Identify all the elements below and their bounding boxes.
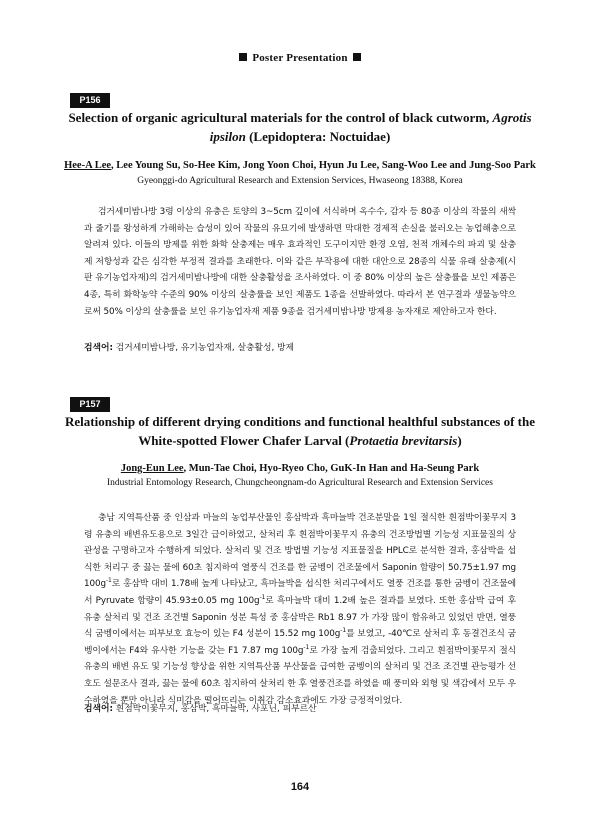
title-species: Agrotis ipsilon — [209, 110, 532, 144]
page-number: 164 — [290, 781, 310, 793]
affiliation-p157: Industrial Entomology Research, Chungcheongnam-do Agricultural Research and Extension Services — [107, 478, 493, 488]
poster-badge-p157: P157 — [70, 397, 110, 412]
authors-p156 — [40, 159, 560, 173]
title-text: Relationship of different drying conditions and functional healthful substances of the White-spotted Flower Chafer Larval ( — [65, 414, 535, 448]
section-header-label: Poster Presentation — [252, 52, 348, 64]
keywords-text: 흰점박이꽃무지, 홍삼박, 흑마늘박, 사포닌, 피부르산 — [113, 704, 317, 714]
affiliation-p156: Gyeonggi-do Agricultural Research and Extension Services, Hwaseong 18388, Korea — [137, 176, 463, 186]
keywords-label: 검색어: — [84, 704, 114, 714]
keywords-text: 검거세미밤나방, 유기농업자재, 살충활성, 방제 — [113, 343, 295, 353]
presenting-author: Jong-Eun Lee — [120, 463, 184, 474]
co-authors: , Mun-Tae Choi, Hyo-Ryeo Cho, GuK-In Han and Ha-Seung Park — [183, 463, 480, 474]
superscript: -1 — [259, 594, 266, 602]
title-text: Selection of organic agricultural materials for the control of black cutworm, — [68, 110, 493, 125]
square-bullet-icon — [353, 53, 361, 61]
authors-p157 — [40, 462, 560, 476]
poster-badge-p156: P156 — [70, 93, 110, 108]
title-tail: ) — [457, 433, 462, 448]
title-tail: (Lepidoptera: Noctuidae) — [245, 129, 391, 144]
keywords-label: 검색어: — [84, 343, 114, 353]
abstract-text: 충남 지역특산품 중 인삼과 마늘의 농업부산물인 홍삼박과 흑마늘박 건조분말을 1일 절식한 흰점박이꽃무지 3령 유충의 배변유도용으로 3일간 급이하였고, 살처리 후 흰점박이꽃무지 유충의 건조방법별 기능성 지표물질의 상관성을 구명하고자 수행하게 되었다. 살처리 및 건조 방법별 기능성 지표물질을 HPLC로 분석한 결과, 홍삼박을 섭식한 처리구 중 끓는 물에 60초 침지하여 열풍식 건조를 한 굼벵이 건조물에서 Saponin 함량이 50.75±1.97 mg 100g — [84, 513, 516, 590]
co-authors: , Lee Young Su, So-Hee Kim, Jong Yoon Choi, Hyun Ju Lee, Sang-Woo Lee and Jung-Soo Park — [111, 160, 536, 171]
superscript: -1 — [340, 627, 347, 635]
title-species: Protaetia brevitarsis — [349, 433, 458, 448]
poster-title-p156 — [60, 108, 540, 146]
abstract-text: 를 보였고, -40℃로 살처리 후 동결건조식 굼벵이에서는 F4와 유사한 기능을 갖는 F1 7.87 mg 100g — [84, 629, 516, 656]
keywords-p157 — [84, 702, 516, 716]
abstract-text: 로 홍삼박 대비 1.78배 높게 나타났고, 흑마늘박을 섭식한 처리구에서도 열풍 건조를 통한 굼벵이 건조물에서 Pyruvate 함량이 45.93±0.05 mg 100g — [84, 579, 516, 606]
superscript: -1 — [303, 643, 310, 651]
square-bullet-icon — [239, 53, 247, 61]
presenting-author: Hee-A Lee — [64, 160, 112, 171]
section-header — [0, 52, 600, 64]
poster-title-p157 — [60, 412, 540, 450]
superscript: -1 — [105, 577, 112, 585]
abstract-text: 로 흑마늘박 대비 1.2배 높은 결과를 보였다. 또한 홍삼박 급여 후 유충 살처리 및 건조 조건별 Saponin 성분 특성 중 홍삼박은 Rb1 8.97 가 가장 많이 함유하고 있었던 반면, 열풍식 굼벵이에서는 피부보호 효능이 있는 F4 성분이 15.52 mg 100g — [84, 595, 516, 640]
abstract-p156 — [84, 204, 516, 320]
abstract-text: 검거세미밤나방 3령 이상의 유충은 토양의 3~5cm 깊이에 서식하며 옥수수, 감자 등 80종 이상의 작물의 새싹과 줄기를 왕성하게 가해하는 습성이 있어 작물의 유묘기에 발생하면 막대한 경제적 손실을 불러오는 농업해충으로 알려져 있다. 이들의 방제를 위한 화학 살충제는 매우 효과적인 도구이지만 환경 오염, 천적 개체수의 파괴 및 살충제 저항성과 같은 심각한 부정적 결과를 초래한다. 이와 같은 부작용에 대한 대안으로 28종의 식물 유래 살충제(시판 유기농업자재)의 검거세미밤나방에 대한 살충활성을 조사하였다. 이 중 80% 이상의 높은 살충률을 보인 제품은 4종, 특히 화학농약 수준의 90% 이상의 살충률을 보인 제품도 1종을 선발하였다. 따라서 본 연구결과 생물농약으로써 50% 이상의 살충률을 보인 유기농업자재 제품 9종을 검거세미밤나방 방제용 농자재로 제안하고자 한다. — [84, 207, 516, 317]
abstract-text: 로 가장 높게 검출되었다. 그리고 흰점박이꽃무지 절식 유충의 배변 유도 및 기능성 향상을 위한 지역특산품 부산물을 급여한 굼벵이의 살처리 및 건조 조건별 관능평가 선호도 설문조사 결과, 끓는 물에 60초 침지하여 살처리 한 후 열풍건조를 하였을 때 풍미와 외형 및 색감에서 모두 우수하였을 뿐만 아니라 식미감을 떨어뜨리는 이취감 감소효과에도 가장 긍정적이었다. — [84, 645, 516, 706]
keywords-p156 — [84, 341, 516, 355]
abstract-p157 — [84, 510, 516, 709]
